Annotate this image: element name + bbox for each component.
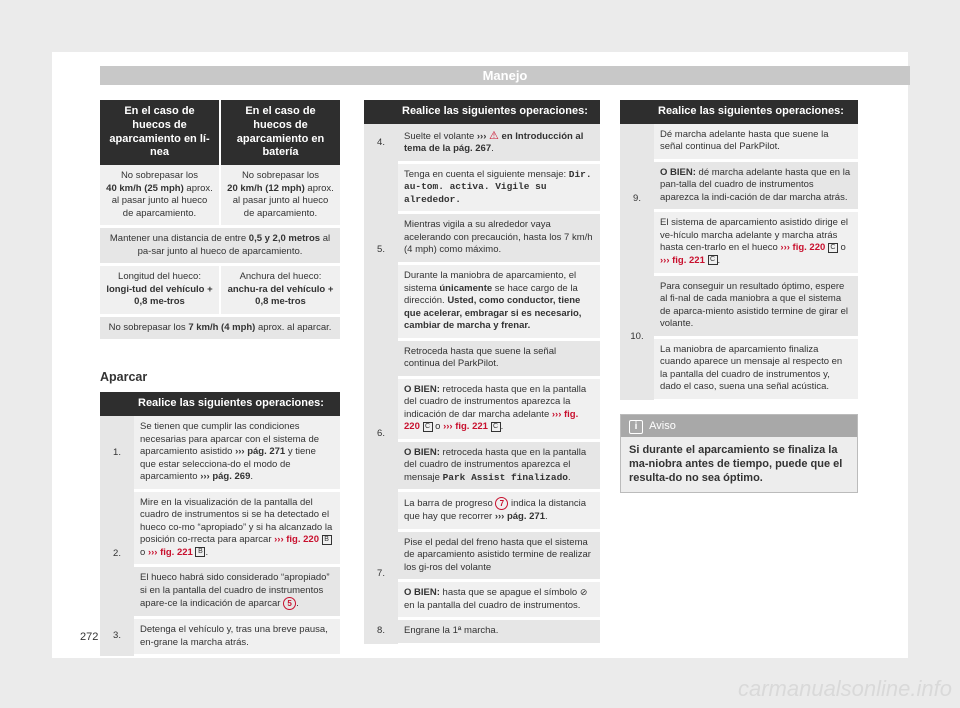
table-row bbox=[620, 160, 858, 211]
ops-header: Realice las siguientes operaciones: bbox=[134, 392, 340, 416]
column-3 bbox=[620, 100, 858, 493]
fig-label-c: C bbox=[708, 255, 718, 265]
indicator-number: 7 bbox=[495, 497, 508, 510]
notice-title: Aviso bbox=[649, 419, 676, 432]
chapter-header: Manejo bbox=[100, 66, 910, 85]
table-row bbox=[100, 490, 340, 566]
step-number: 6. bbox=[364, 339, 398, 530]
ops-header: Realice las siguientes operaciones: bbox=[398, 100, 600, 124]
distance-cell: Mantener una distancia de entre 0,5 y 2,0 metros al pa-sar junto al hueco de aparcamiento. bbox=[100, 227, 340, 265]
col-header-line: En el caso de huecos de aparcamiento en lí-nea bbox=[100, 100, 220, 165]
operations-table-1 bbox=[100, 392, 340, 657]
gap-length-cell: Longitud del hueco: longi-tud del vehículo + 0,8 me-tros bbox=[100, 265, 220, 316]
info-icon: i bbox=[629, 420, 643, 434]
table-row bbox=[100, 315, 340, 341]
fig-label-b: B bbox=[322, 535, 332, 545]
step-text: Se tienen que cumplir las condiciones necesarias para aparcar con el sistema de aparcamiento asistido ››› pág. 271 y tiene que estar selecciona-do el modo de aparcamiento ››› pág. 269. bbox=[134, 416, 340, 490]
step-text: El sistema de aparcamiento asistido dirige el ve-hículo marcha adelante y marcha atrás hasta cen-trarlo en el hueco ››› fig. 220 C o ››› fig. 221 C . bbox=[654, 211, 858, 274]
table-row bbox=[100, 416, 340, 490]
table-row bbox=[364, 339, 600, 377]
table-row bbox=[100, 566, 340, 618]
step-text: Pise el pedal del freno hasta que el sistema de aparcamiento asistido termine de realizar los gi-ros del volante bbox=[398, 530, 600, 581]
step-number: 1. bbox=[100, 416, 134, 490]
num-header bbox=[620, 100, 654, 124]
ops-header: Realice las siguientes operaciones: bbox=[654, 100, 858, 124]
notice-box bbox=[620, 414, 858, 493]
table-row bbox=[100, 165, 340, 227]
page-link[interactable]: ››› pág. 269 bbox=[200, 471, 251, 483]
table-row bbox=[620, 274, 858, 337]
fig-link[interactable]: ››› fig. 221 bbox=[660, 255, 705, 266]
warning-icon: ⚠ bbox=[489, 129, 499, 142]
step-number: 8. bbox=[364, 619, 398, 645]
step-text: Engrane la 1ª marcha. bbox=[398, 619, 600, 645]
section-title: Aparcar bbox=[100, 370, 148, 385]
notice-body: Si durante el aparcamiento se finaliza la ma-niobra antes de tiempo, puede que el resulta-do no sea óptimo. bbox=[621, 437, 857, 492]
step-number: 4. bbox=[364, 124, 398, 163]
step-text: La maniobra de aparcamiento finaliza cuando aparece un mensaje al respecto en la pantalla del cuadro de instrumentos y, dado el caso, suena una señal acústica. bbox=[654, 337, 858, 400]
page-link[interactable]: ››› pág. 271 bbox=[494, 510, 545, 522]
fig-link[interactable]: ››› fig. 221 bbox=[147, 546, 193, 558]
step-text: Mientras vigila a su alrededor vaya acelerando con precaución, hasta los 7 km/h (4 mph) como máximo. bbox=[398, 213, 600, 264]
notice-header bbox=[621, 415, 857, 437]
step-number: 10. bbox=[620, 274, 654, 400]
fig-label-b: B bbox=[195, 547, 205, 557]
table-row bbox=[100, 227, 340, 265]
fig-link[interactable]: ››› fig. 220 bbox=[404, 408, 579, 433]
step-number: 7. bbox=[364, 530, 398, 619]
step-number: 9. bbox=[620, 124, 654, 274]
watermark: carmanualsonline.info bbox=[737, 676, 952, 701]
fig-link[interactable]: ››› fig. 221 bbox=[443, 421, 488, 433]
step-text: El hueco habrá sido considerado “apropiado” si en la pantalla del cuadro de instrumentos apare-ce la indicación de aparcar 5 . bbox=[134, 566, 340, 618]
step-text: O BIEN: retroceda hasta que en la pantalla del cuadro de instrumentos aparezca el mensaje Park Assist finalizado. bbox=[398, 440, 600, 491]
gap-width-cell: Anchura del hueco: anchu-ra del vehículo + 0,8 me-tros bbox=[220, 265, 340, 316]
step-number: 2. bbox=[100, 490, 134, 617]
speed-battery-cell: No sobrepasar los 20 km/h (12 mph) aprox. al pasar junto al hueco de aparcamiento. bbox=[220, 165, 340, 227]
table-row bbox=[620, 211, 858, 274]
table-row bbox=[100, 265, 340, 316]
fig-label-c: C bbox=[491, 422, 501, 432]
indicator-number: 5 bbox=[283, 597, 296, 610]
table-row bbox=[620, 124, 858, 161]
table-row bbox=[364, 377, 600, 440]
page-number: 272 bbox=[80, 631, 99, 643]
fig-label-c: C bbox=[423, 422, 433, 432]
step-text: O BIEN: hasta que se apague el símbolo ⊘ en la pantalla del cuadro de instrumentos. bbox=[398, 581, 600, 619]
speed-line-cell: No sobrepasar los 40 km/h (25 mph) aprox. al pasar junto al hueco de aparcamiento. bbox=[100, 165, 220, 227]
num-header bbox=[364, 100, 398, 124]
parking-speed-cell: No sobrepasar los 7 km/h (4 mph) aprox. al aparcar. bbox=[100, 315, 340, 341]
step-text: Retroceda hasta que suene la señal continua del ParkPilot. bbox=[398, 339, 600, 377]
table-row bbox=[364, 440, 600, 491]
num-header bbox=[100, 392, 134, 416]
step-number: 3. bbox=[100, 617, 134, 655]
table-row bbox=[100, 617, 340, 655]
column-2 bbox=[364, 100, 600, 646]
page-link[interactable]: ››› bbox=[476, 130, 487, 142]
fig-label-c: C bbox=[828, 243, 838, 253]
column-1 bbox=[100, 100, 340, 657]
step-number: 5. bbox=[364, 162, 398, 339]
table-row bbox=[364, 491, 600, 530]
step-text: O BIEN: retroceda hasta que en la pantalla del cuadro de instrumentos aparezca la indicación de dar marcha adelante ››› fig. 220 C o ››› fig. 221 C . bbox=[398, 377, 600, 440]
step-text: O BIEN: dé marcha adelante hasta que en la pan-talla del cuadro de instrumentos aparezca la indi-cación de dar marcha atrás. bbox=[654, 160, 858, 211]
table-row bbox=[364, 162, 600, 213]
operations-table-3 bbox=[620, 100, 858, 402]
step-text: Para conseguir un resultado óptimo, espere al fi-nal de cada maniobra a que el sistema de aparca-miento asistido termine de girar el volante. bbox=[654, 274, 858, 337]
fig-link[interactable]: ››› fig. 220 bbox=[780, 242, 826, 254]
table-row bbox=[364, 213, 600, 264]
operations-table-2 bbox=[364, 100, 600, 646]
park-assist-icon: ⊘ bbox=[579, 587, 588, 598]
table-row bbox=[620, 337, 858, 400]
table-row bbox=[364, 619, 600, 645]
table-row bbox=[364, 530, 600, 581]
page-link[interactable]: ››› pág. 271 bbox=[235, 446, 286, 458]
table-row bbox=[364, 264, 600, 340]
fig-link[interactable]: ››› fig. 220 bbox=[274, 534, 319, 546]
step-text: La barra de progreso 7 indica la distancia que hay que recorrer ››› pág. 271. bbox=[398, 491, 600, 530]
step-text: Durante la maniobra de aparcamiento, el sistema únicamente se hace cargo de la dirección. Usted, como conductor, tiene que acelerar, embragar si es necesario, cambiar de marcha y frenar. bbox=[398, 264, 600, 340]
step-text: Detenga el vehículo y, tras una breve pausa, en-grane la marcha atrás. bbox=[134, 617, 340, 655]
step-text: Suelte el volante ››› ⚠ en Introducción al tema de la pág. 267. bbox=[398, 124, 600, 163]
step-text: Dé marcha adelante hasta que suene la señal continua del ParkPilot. bbox=[654, 124, 858, 161]
step-text: Tenga en cuenta el siguiente mensaje: Dir. au-tom. activa. Vigile su alrededor. bbox=[398, 162, 600, 213]
table-row bbox=[364, 124, 600, 163]
col-header-battery: En el caso de huecos de aparcamiento en batería bbox=[220, 100, 340, 165]
step-text: Mire en la visualización de la pantalla del cuadro de instrumentos si se ha detectado el hueco co-mo “apropiado” y si ha alcanzado la posición co-rrecta para aparcar ››› fig. 220 B o ››› fig. 221 B . bbox=[134, 490, 340, 566]
parking-conditions-table bbox=[100, 100, 340, 342]
page bbox=[52, 52, 908, 658]
table-row bbox=[364, 581, 600, 619]
